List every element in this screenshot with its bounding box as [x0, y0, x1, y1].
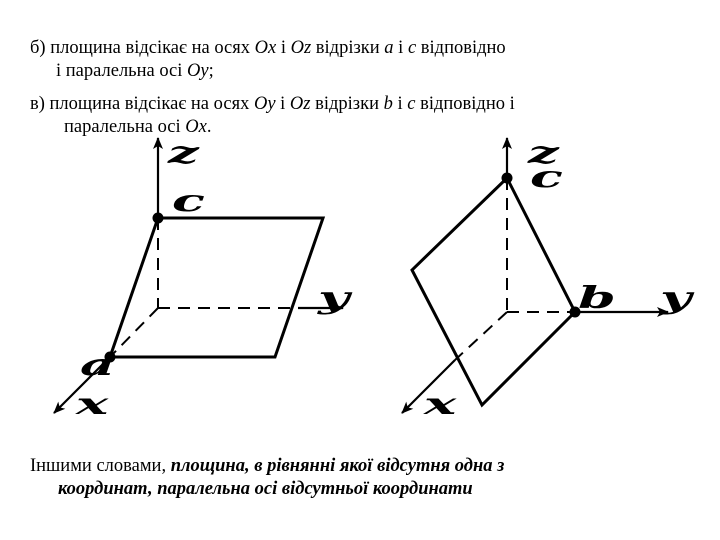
text: відрізки [310, 94, 384, 114]
cutting-plane [110, 218, 323, 357]
emphasis-text: координат, паралельна осі відсутньої координати [58, 479, 473, 499]
point-c [502, 173, 513, 184]
point-b-label: b [577, 280, 616, 316]
segment-label: a [384, 38, 394, 58]
text: Іншими словами, [30, 456, 171, 476]
segment-label: b [383, 94, 393, 114]
text: і [275, 94, 290, 114]
point-c-label: c [530, 159, 563, 195]
text: б) площина відсікає на осях [30, 38, 255, 58]
segment-label: c [407, 94, 416, 114]
segment-label: c [407, 38, 417, 58]
emphasis-text: площина, в рівнянні якої відсутня одна з [170, 456, 505, 476]
text: паралельна осі [64, 117, 186, 137]
axis-x-label: x [75, 386, 109, 422]
axis-label: Ox [185, 117, 207, 137]
text: . [206, 117, 212, 137]
point-c-label: c [172, 183, 205, 219]
axis-label: Oy [187, 61, 209, 81]
text: відповідно і [415, 94, 515, 114]
summary-paragraph [30, 455, 696, 501]
axis-y-label: y [659, 280, 692, 316]
text: і [393, 38, 408, 58]
axis-label: Oz [289, 94, 311, 114]
cutting-plane [412, 178, 575, 405]
axis-y-label: y [318, 280, 350, 316]
point-c [153, 213, 164, 224]
text: і [276, 38, 291, 58]
axis-label: Oy [253, 94, 276, 114]
point-a-label: a [79, 347, 116, 383]
axis-z-label: z [528, 135, 559, 171]
axis-label: Oz [290, 38, 312, 58]
x-axis-hidden [455, 312, 507, 360]
text: і [392, 94, 408, 114]
axis-label: Ox [254, 38, 277, 58]
text: ; [208, 61, 214, 81]
text: відрізки [311, 38, 385, 58]
text: і паралельна осі [56, 61, 188, 81]
text: відповідно [416, 38, 506, 58]
text: в) площина відсікає на осях [30, 94, 254, 114]
axis-x-label: x [424, 386, 457, 422]
axis-z-label: z [168, 135, 199, 171]
